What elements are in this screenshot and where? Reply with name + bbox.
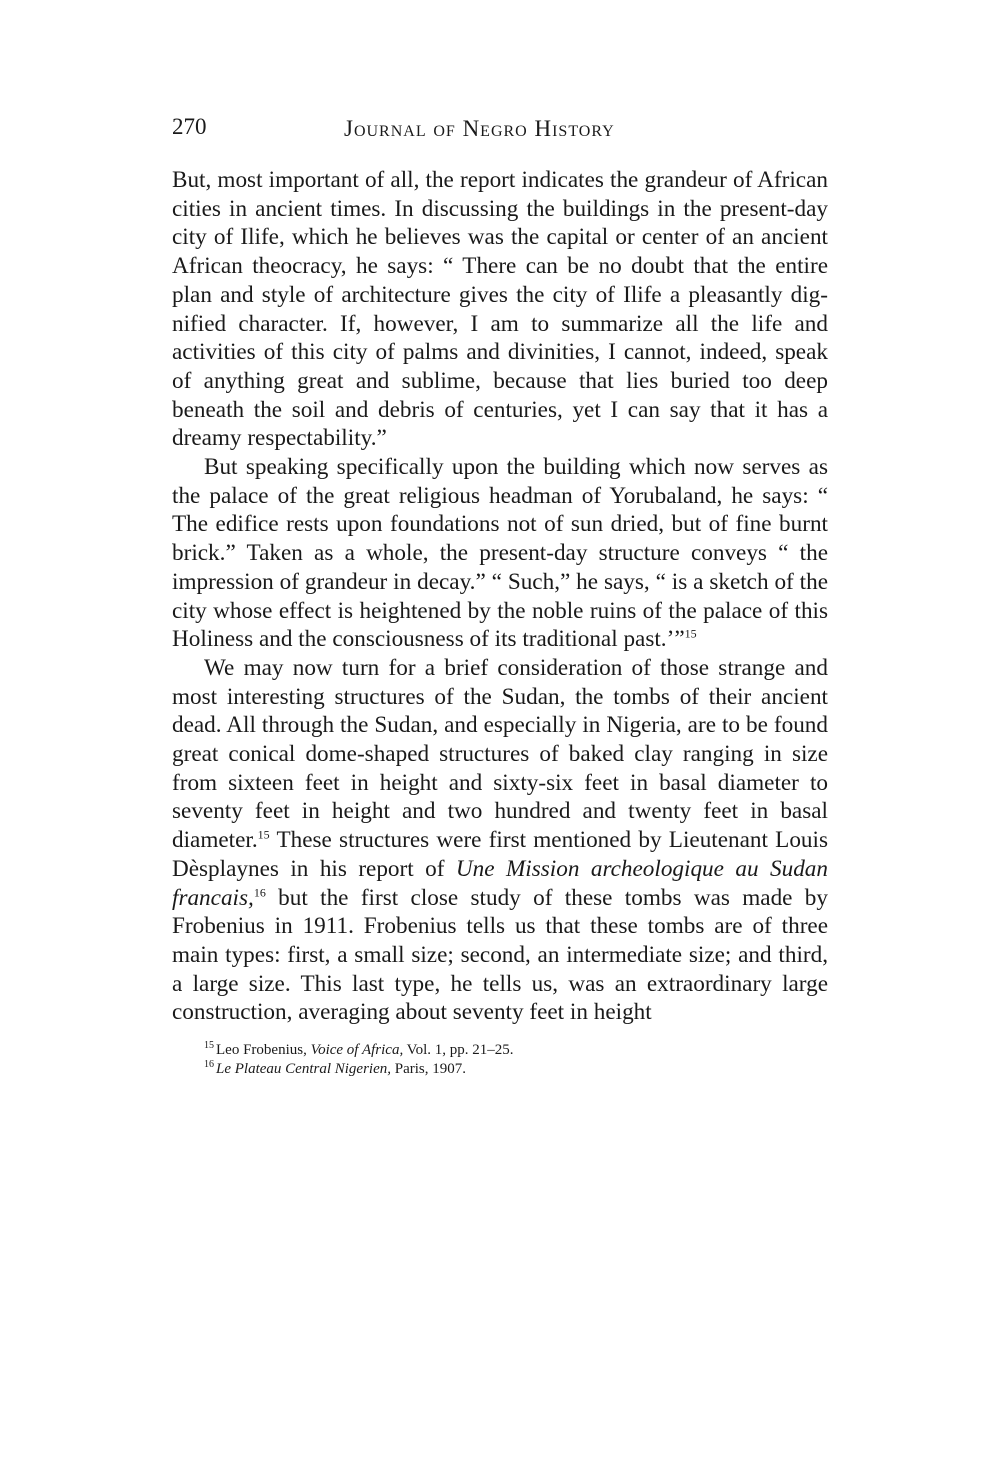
paragraph-text: But speaking specifically upon the building which now serves as the palace of the great religious headman of Yorubaland, he says: “ The edifice rests upon foundations not of sun dried, but of fine burnt brick.” Taken as a whole, the present-day structure conveys “ the impression of grandeur in decay.” “ Such,” he says, “ is a sketch of the city whose effect is heightened by the noble ruins of the palace of this Holiness and the consciousness of its traditional past.’” <box>172 454 828 653</box>
footnote-16 <box>204 1060 828 1079</box>
page-number: 270 <box>172 114 207 139</box>
paragraph-grandeur <box>172 166 828 453</box>
paragraph-palace <box>172 453 828 654</box>
footnotes <box>172 1041 828 1079</box>
paragraph-tombs <box>172 654 828 1027</box>
footnote-number: 15 <box>204 1040 214 1052</box>
paragraph-text: But, most important of all, the report indicates the grandeur of African cities in ancient times. In discussing the buildings in the present-day city of Ilife, which he believes was the capital or center of an ancient African theocracy, he says: “ There can be no doubt that the entire plan and style of architecture gives the city of Ilife a pleasantly dignified character. If, however, I am to summarize all the life and activities of this city of palms and divinities, I cannot, indeed, speak of anything great and sublime, because that lies buried too deep beneath the soil and debris of centuries, yet I can say that it has a dreamy respectability.” <box>172 167 828 452</box>
footnote-title: Le Plateau Central Nigerien, <box>216 1061 391 1078</box>
running-head <box>172 108 828 148</box>
footnote-15 <box>204 1041 828 1060</box>
footnote-author: Leo Frobenius, <box>216 1042 311 1059</box>
footnote-ref-15[interactable]: 15 <box>257 827 270 842</box>
footnote-title: Voice of Africa, <box>310 1042 404 1059</box>
italic-title: Une Mission archeologique au Sudan francais, <box>172 855 828 911</box>
footnote-ref-15[interactable]: 15 <box>684 626 697 641</box>
paragraph-text: We may now turn for a brief consideration of those strange and most interesting structures of the Sudan, the tombs of their ancient dead. All through the Sudan, and especially in Nigeria, are to be found great conical dome-shaped structures of baked clay ranging in size from sixteen feet in height and sixty-six feet in basal diameter to seventy feet in height and two hundred and twenty feet in basal diameter. <box>172 654 828 854</box>
footnote-details: Vol. 1, pp. 21–25. <box>403 1042 514 1059</box>
document-page <box>172 108 828 1079</box>
paragraph-text: but the first close study of these tombs was made by Frobenius in 1911. Frobenius tells us that these tombs are of three main types: first, a small size; second, an intermediate size; and third, a large size. This last type, he tells us, was an extraordinary large construction, averaging about seventy feet in height <box>172 884 828 1026</box>
journal-title: Journal of Negro History <box>344 116 615 141</box>
paragraph-text: These structures were first mentioned by Lieutenant Louis Dèsplaynes in his report of <box>172 827 828 882</box>
footnote-number: 16 <box>204 1059 214 1071</box>
footnote-details: Paris, 1907. <box>390 1061 466 1078</box>
footnote-ref-16[interactable]: 16 <box>253 884 266 899</box>
body-text <box>172 166 828 1027</box>
